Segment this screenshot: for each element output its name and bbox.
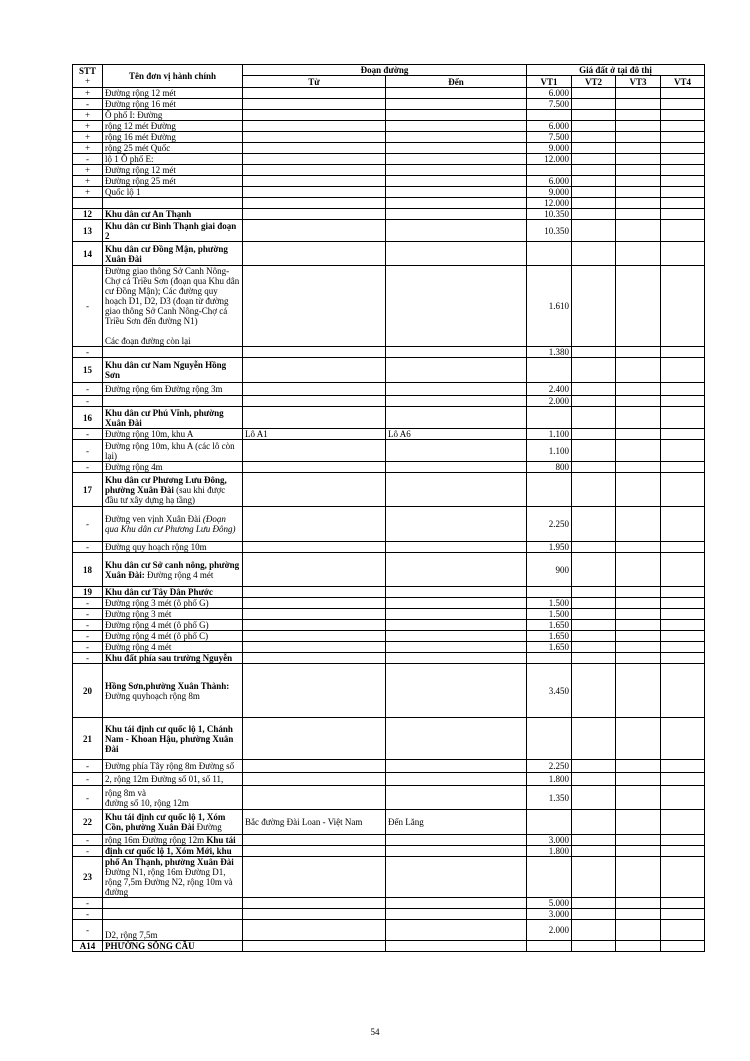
table-row: - Khu đất phía sau trường Nguyễn xyxy=(73,653,705,664)
table-row: - D2, rộng 7,5m 2.000 xyxy=(73,920,705,941)
header-to: Đến xyxy=(386,76,527,88)
table-row: - Đường ven vịnh Xuân Đài (Đoạn qua Khu dân cư Phương Lưu Đông) 2.250 xyxy=(73,507,705,542)
table-row: + Ô phố I: Đường xyxy=(73,110,705,121)
table-row: + Đường rộng 12 mét 6.000 xyxy=(73,88,705,99)
table-row: - Đường rộng 4 mét 1.650 xyxy=(73,642,705,653)
table-row: - 1.380 xyxy=(73,347,705,358)
table-row: + rộng 12 mét Đường 6.000 xyxy=(73,121,705,132)
land-price-table xyxy=(72,64,705,952)
table-row: - Đường rộng 3 mét (ô phố G) 1.500 xyxy=(73,598,705,609)
table-row: 15 Khu dân cư Nam Nguyễn Hồng Sơn xyxy=(73,358,705,383)
table-row: + Quốc lộ 1 9.000 xyxy=(73,187,705,198)
table-row: - Đường rộng 4 mét (ô phố G) 1.650 xyxy=(73,620,705,631)
table-row: 23 phố An Thạnh, phường Xuân Đài Đường N1, rộng 16m Đường D1, rộng 7,5m Đường N2, rộng 10m và đường xyxy=(73,857,705,898)
page-number: 54 xyxy=(370,1027,380,1037)
table-row: A14 PHƯỜNG SÔNG CẦU xyxy=(73,941,705,952)
header-price: Giá đất ở tại đô thị xyxy=(527,65,705,76)
table-row: - Đường rộng 4 mét (ô phố C) 1.650 xyxy=(73,631,705,642)
table-row: - Đường rộng 4m 800 xyxy=(73,462,705,473)
header-name: Tên đơn vị hành chính xyxy=(103,65,243,88)
table-row: - định cư quốc lộ 1, Xóm Mới, khu 1.800 xyxy=(73,846,705,857)
table-row: - Đường quy hoạch rộng 10m 1.950 xyxy=(73,542,705,553)
table-row: - lộ 1 Ô phố E: 12.000 xyxy=(73,154,705,165)
table-row: - Đường rộng 3 mét 1.500 xyxy=(73,609,705,620)
table-row: - 3.000 xyxy=(73,909,705,920)
table-row: + Đường rộng 12 mét xyxy=(73,165,705,176)
table-row: 21 Khu tái định cư quốc lộ 1, Chánh Nam - Khoan Hậu, phường Xuân Đài xyxy=(73,718,705,760)
table-row: - 5.000 xyxy=(73,898,705,909)
table-row: 12.000 xyxy=(73,198,705,209)
table-row: 12 Khu dân cư An Thạnh 10.350 xyxy=(73,209,705,220)
table-row: 13 Khu dân cư Bình Thạnh giai đoạn 2 10.350 xyxy=(73,220,705,242)
table-row: 22 Khu tái định cư quốc lộ 1, Xóm Cồn, phường Xuân Đài Đường Bắc đường Đài Loan - Việt Nam Đến Lăng xyxy=(73,810,705,835)
header-from: Từ xyxy=(243,76,386,88)
table-row: 19 Khu dân cư Tây Dân Phước xyxy=(73,587,705,598)
table-row: - Đường phía Tây rộng 8m Đường số 2.250 xyxy=(73,760,705,773)
header-vt2: VT2 xyxy=(572,76,616,88)
table-row: 18 Khu dân cư Sở canh nông, phường Xuân Đài: Đường rộng 4 mét 900 xyxy=(73,553,705,587)
table-row: - Đường rộng 10m, khu A Lô A1 Lô A6 1.100 xyxy=(73,429,705,440)
table-row: - rộng 8m và đường số 10, rộng 12m 1.350 xyxy=(73,786,705,810)
table-row: + rộng 25 mét Quốc 9.000 xyxy=(73,143,705,154)
table-row: - Đường rộng 16 mét 7.500 xyxy=(73,99,705,110)
table-row: - 2.000 xyxy=(73,396,705,407)
header-segment: Đoạn đường xyxy=(243,65,527,76)
table-row: 14 Khu dân cư Đồng Mận, phường Xuân Đài xyxy=(73,242,705,266)
table-row: - Đường giao thông Sở Canh Nông-Chợ cá Triều Sơn (đoạn qua Khu dân cư Đồng Mận); Các đường quy hoạch D1, D2, D3 (đoạn từ đường giao thông Sở Canh Nông-Chợ cá Triều Sơn đến đường N1) Các đoạn đường còn lại 1.610 xyxy=(73,266,705,347)
header-stt: STT + xyxy=(73,65,103,88)
table-row: 17 Khu dân cư Phương Lưu Đông, phường Xuân Đài (sau khi được đầu tư xây dựng hạ tầng) xyxy=(73,473,705,507)
table-row: - 2, rộng 12m Đường số 01, số 11, 1.800 xyxy=(73,773,705,786)
table-row: + Đường rộng 25 mét 6.000 xyxy=(73,176,705,187)
table-row: - Đường rộng 10m, khu A (các lô còn lại) 1.100 xyxy=(73,440,705,462)
header-vt4: VT4 xyxy=(661,76,705,88)
table-row: 16 Khu dân cư Phú Vĩnh, phường Xuân Đài xyxy=(73,407,705,429)
header-vt1: VT1 xyxy=(527,76,572,88)
table-row: - Đường rộng 6m Đường rộng 3m 2.400 xyxy=(73,383,705,396)
header-vt3: VT3 xyxy=(616,76,661,88)
table-row: - rộng 16m Đường rộng 12m Khu tái 3.000 xyxy=(73,835,705,846)
table-row: + rộng 16 mét Đường 7.500 xyxy=(73,132,705,143)
table-row: 20 Hồng Sơn,phường Xuân Thành: Đường quyhoạch rộng 8m 3.450 xyxy=(73,664,705,718)
